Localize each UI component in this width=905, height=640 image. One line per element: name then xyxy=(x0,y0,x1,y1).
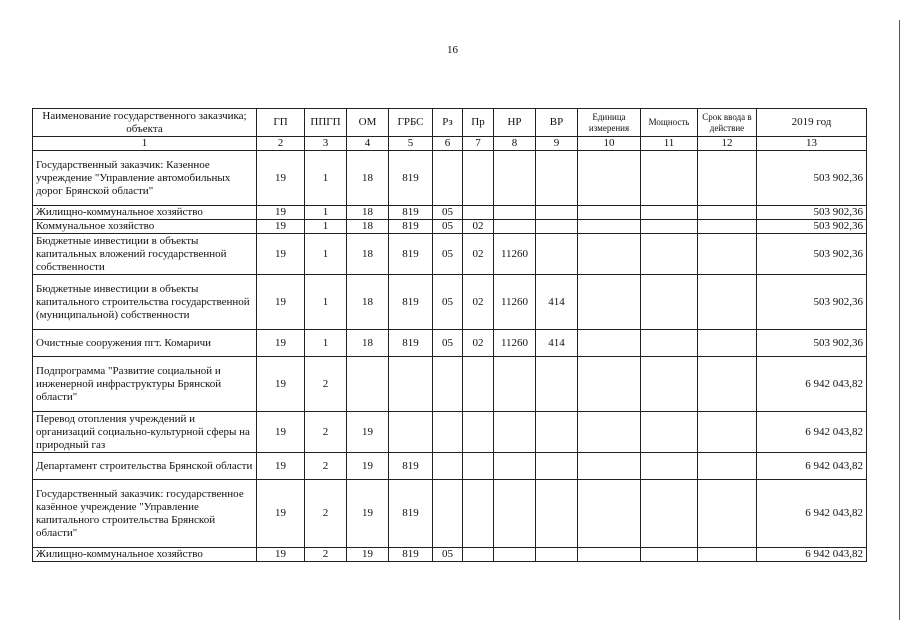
rz-cell xyxy=(433,151,463,206)
gp-cell: 19 xyxy=(257,480,305,548)
pr-cell xyxy=(463,412,494,453)
column-number: 12 xyxy=(698,137,757,151)
term-cell xyxy=(698,275,757,330)
power-cell xyxy=(641,480,698,548)
vr-cell xyxy=(536,548,578,562)
nr-cell xyxy=(494,548,536,562)
column-number: 7 xyxy=(463,137,494,151)
nr-cell xyxy=(494,151,536,206)
gp-cell: 19 xyxy=(257,220,305,234)
nr-cell: 11260 xyxy=(494,234,536,275)
year-2019-cell: 6 942 043,82 xyxy=(757,412,867,453)
column-number: 8 xyxy=(494,137,536,151)
term-cell xyxy=(698,206,757,220)
ppgp-cell: 1 xyxy=(305,234,347,275)
object-name-cell: Жилищно-коммунальное хозяйство xyxy=(33,206,257,220)
grbs-cell: 819 xyxy=(389,275,433,330)
unit-cell xyxy=(578,151,641,206)
header-cell: Наименование государственного заказчика; объекта xyxy=(33,109,257,137)
ppgp-cell: 1 xyxy=(305,151,347,206)
power-cell xyxy=(641,357,698,412)
rz-cell: 05 xyxy=(433,330,463,357)
table-row xyxy=(33,480,867,548)
table-row xyxy=(33,330,867,357)
nr-cell xyxy=(494,206,536,220)
pr-cell: 02 xyxy=(463,330,494,357)
column-number: 3 xyxy=(305,137,347,151)
ppgp-cell: 2 xyxy=(305,412,347,453)
unit-cell xyxy=(578,220,641,234)
column-number: 10 xyxy=(578,137,641,151)
header-cell: 2019 год xyxy=(757,109,867,137)
term-cell xyxy=(698,330,757,357)
header-cell: Срок ввода в действие xyxy=(698,109,757,137)
column-number: 6 xyxy=(433,137,463,151)
rz-cell: 05 xyxy=(433,206,463,220)
year-2019-cell: 6 942 043,82 xyxy=(757,548,867,562)
om-cell xyxy=(347,357,389,412)
vr-cell xyxy=(536,453,578,480)
scan-edge-line xyxy=(899,20,900,620)
om-cell: 19 xyxy=(347,548,389,562)
term-cell xyxy=(698,234,757,275)
unit-cell xyxy=(578,206,641,220)
vr-cell xyxy=(536,151,578,206)
budget-table xyxy=(32,108,867,562)
header-cell: ППГП xyxy=(305,109,347,137)
om-cell: 18 xyxy=(347,220,389,234)
om-cell: 18 xyxy=(347,151,389,206)
grbs-cell: 819 xyxy=(389,234,433,275)
column-number: 5 xyxy=(389,137,433,151)
pr-cell: 02 xyxy=(463,275,494,330)
year-2019-cell: 6 942 043,82 xyxy=(757,453,867,480)
rz-cell: 05 xyxy=(433,220,463,234)
power-cell xyxy=(641,412,698,453)
column-number-row xyxy=(33,137,867,151)
gp-cell: 19 xyxy=(257,234,305,275)
gp-cell: 19 xyxy=(257,357,305,412)
ppgp-cell: 1 xyxy=(305,206,347,220)
unit-cell xyxy=(578,234,641,275)
header-cell: Рз xyxy=(433,109,463,137)
om-cell: 18 xyxy=(347,275,389,330)
object-name-cell: Очистные сооружения пгт. Комаричи xyxy=(33,330,257,357)
power-cell xyxy=(641,548,698,562)
pr-cell xyxy=(463,480,494,548)
pr-cell xyxy=(463,453,494,480)
object-name-cell: Подпрограмма "Развитие социальной и инженерной инфраструктуры Брянской области" xyxy=(33,357,257,412)
pr-cell: 02 xyxy=(463,220,494,234)
column-number: 2 xyxy=(257,137,305,151)
vr-cell xyxy=(536,357,578,412)
nr-cell xyxy=(494,453,536,480)
rz-cell xyxy=(433,480,463,548)
term-cell xyxy=(698,220,757,234)
term-cell xyxy=(698,357,757,412)
om-cell: 18 xyxy=(347,206,389,220)
column-number: 11 xyxy=(641,137,698,151)
grbs-cell: 819 xyxy=(389,220,433,234)
rz-cell xyxy=(433,357,463,412)
nr-cell xyxy=(494,412,536,453)
power-cell xyxy=(641,275,698,330)
grbs-cell: 819 xyxy=(389,548,433,562)
header-cell: ВР xyxy=(536,109,578,137)
object-name-cell: Бюджетные инвестиции в объекты капитального строительства государственной (муниципальной) собственности xyxy=(33,275,257,330)
ppgp-cell: 2 xyxy=(305,480,347,548)
power-cell xyxy=(641,220,698,234)
nr-cell xyxy=(494,357,536,412)
power-cell xyxy=(641,453,698,480)
rz-cell: 05 xyxy=(433,234,463,275)
ppgp-cell: 2 xyxy=(305,357,347,412)
table-row xyxy=(33,151,867,206)
rz-cell: 05 xyxy=(433,548,463,562)
term-cell xyxy=(698,453,757,480)
header-cell: Пр xyxy=(463,109,494,137)
rz-cell: 05 xyxy=(433,275,463,330)
ppgp-cell: 1 xyxy=(305,275,347,330)
header-cell: ОМ xyxy=(347,109,389,137)
ppgp-cell: 2 xyxy=(305,548,347,562)
term-cell xyxy=(698,151,757,206)
header-cell: ГРБС xyxy=(389,109,433,137)
vr-cell xyxy=(536,234,578,275)
table-row xyxy=(33,275,867,330)
gp-cell: 19 xyxy=(257,151,305,206)
year-2019-cell: 6 942 043,82 xyxy=(757,480,867,548)
column-number: 4 xyxy=(347,137,389,151)
table-row xyxy=(33,206,867,220)
header-cell: Мощность xyxy=(641,109,698,137)
unit-cell xyxy=(578,548,641,562)
grbs-cell: 819 xyxy=(389,330,433,357)
vr-cell xyxy=(536,220,578,234)
table-row xyxy=(33,357,867,412)
gp-cell: 19 xyxy=(257,206,305,220)
object-name-cell: Жилищно-коммунальное хозяйство xyxy=(33,548,257,562)
rz-cell xyxy=(433,412,463,453)
grbs-cell: 819 xyxy=(389,206,433,220)
table-row xyxy=(33,234,867,275)
term-cell xyxy=(698,548,757,562)
page-number: 16 xyxy=(447,44,458,56)
om-cell: 19 xyxy=(347,480,389,548)
vr-cell xyxy=(536,206,578,220)
om-cell: 19 xyxy=(347,412,389,453)
gp-cell: 19 xyxy=(257,275,305,330)
object-name-cell: Государственный заказчик: государственное казённое учреждение "Управление капитального строительства Брянской области" xyxy=(33,480,257,548)
object-name-cell: Перевод отопления учреждений и организаций социально-культурной сферы на природный газ xyxy=(33,412,257,453)
header-cell: НР xyxy=(494,109,536,137)
unit-cell xyxy=(578,412,641,453)
nr-cell xyxy=(494,220,536,234)
grbs-cell: 819 xyxy=(389,453,433,480)
object-name-cell: Департамент строительства Брянской области xyxy=(33,453,257,480)
ppgp-cell: 2 xyxy=(305,453,347,480)
table-row xyxy=(33,548,867,562)
table-row xyxy=(33,220,867,234)
nr-cell: 11260 xyxy=(494,330,536,357)
vr-cell xyxy=(536,412,578,453)
power-cell xyxy=(641,151,698,206)
om-cell: 18 xyxy=(347,330,389,357)
ppgp-cell: 1 xyxy=(305,330,347,357)
table-row xyxy=(33,412,867,453)
column-number: 9 xyxy=(536,137,578,151)
om-cell: 18 xyxy=(347,234,389,275)
table-row xyxy=(33,453,867,480)
gp-cell: 19 xyxy=(257,453,305,480)
pr-cell xyxy=(463,357,494,412)
unit-cell xyxy=(578,357,641,412)
year-2019-cell: 503 902,36 xyxy=(757,206,867,220)
pr-cell xyxy=(463,548,494,562)
column-number: 13 xyxy=(757,137,867,151)
unit-cell xyxy=(578,453,641,480)
year-2019-cell: 6 942 043,82 xyxy=(757,357,867,412)
header-cell: Единица измерения xyxy=(578,109,641,137)
term-cell xyxy=(698,480,757,548)
grbs-cell: 819 xyxy=(389,480,433,548)
nr-cell xyxy=(494,480,536,548)
object-name-cell: Коммунальное хозяйство xyxy=(33,220,257,234)
unit-cell xyxy=(578,480,641,548)
gp-cell: 19 xyxy=(257,330,305,357)
vr-cell: 414 xyxy=(536,275,578,330)
power-cell xyxy=(641,330,698,357)
ppgp-cell: 1 xyxy=(305,220,347,234)
rz-cell xyxy=(433,453,463,480)
year-2019-cell: 503 902,36 xyxy=(757,234,867,275)
pr-cell: 02 xyxy=(463,234,494,275)
header-row xyxy=(33,109,867,137)
power-cell xyxy=(641,206,698,220)
year-2019-cell: 503 902,36 xyxy=(757,275,867,330)
power-cell xyxy=(641,234,698,275)
gp-cell: 19 xyxy=(257,548,305,562)
column-number: 1 xyxy=(33,137,257,151)
year-2019-cell: 503 902,36 xyxy=(757,330,867,357)
unit-cell xyxy=(578,275,641,330)
pr-cell xyxy=(463,206,494,220)
vr-cell xyxy=(536,480,578,548)
vr-cell: 414 xyxy=(536,330,578,357)
om-cell: 19 xyxy=(347,453,389,480)
grbs-cell xyxy=(389,357,433,412)
unit-cell xyxy=(578,330,641,357)
nr-cell: 11260 xyxy=(494,275,536,330)
object-name-cell: Бюджетные инвестиции в объекты капитальных вложений государственной собственности xyxy=(33,234,257,275)
year-2019-cell: 503 902,36 xyxy=(757,151,867,206)
grbs-cell: 819 xyxy=(389,151,433,206)
header-cell: ГП xyxy=(257,109,305,137)
object-name-cell: Государственный заказчик: Казенное учреждение "Управление автомобильных дорог Брянской области" xyxy=(33,151,257,206)
gp-cell: 19 xyxy=(257,412,305,453)
pr-cell xyxy=(463,151,494,206)
grbs-cell xyxy=(389,412,433,453)
term-cell xyxy=(698,412,757,453)
year-2019-cell: 503 902,36 xyxy=(757,220,867,234)
